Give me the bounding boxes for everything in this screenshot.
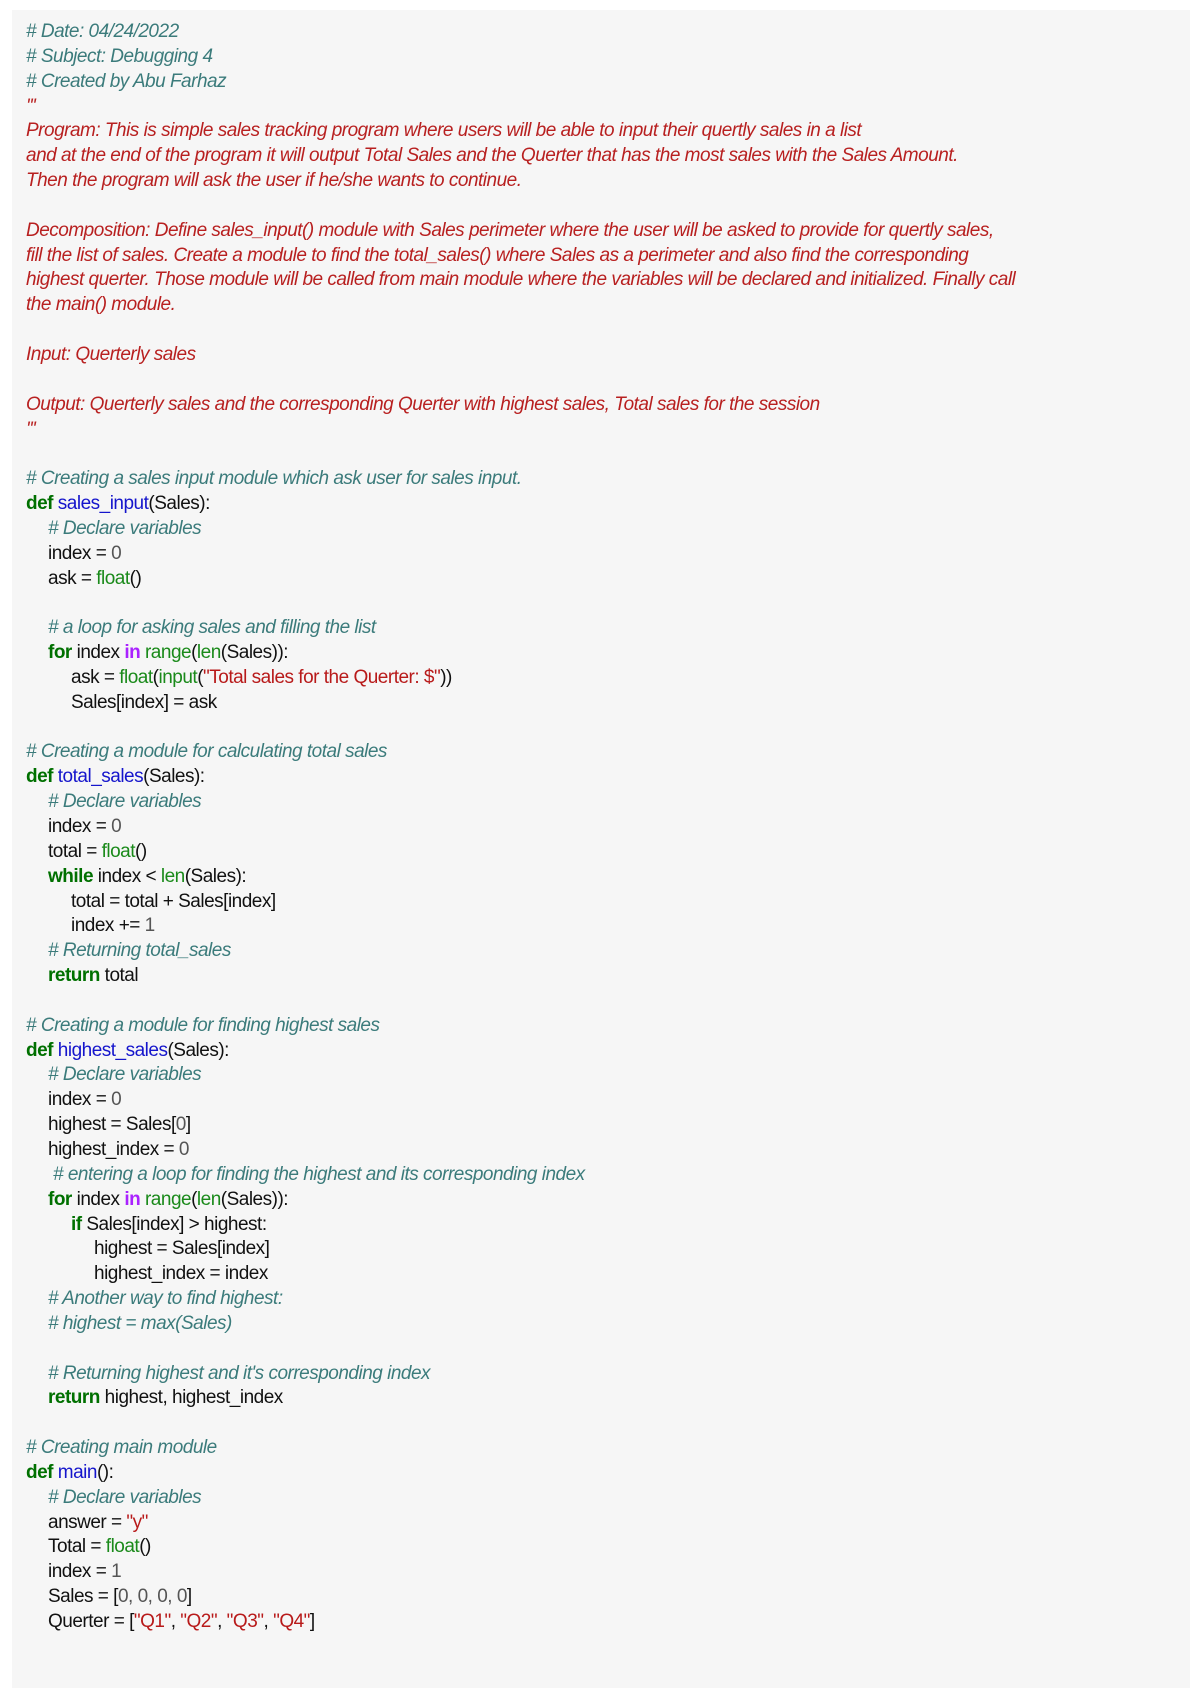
index-increment-line: [26, 914, 1190, 939]
keyword-for: for: [48, 642, 72, 664]
builtin-range: range: [140, 1188, 192, 1210]
blank-line: [26, 368, 1190, 393]
code-text: (): [129, 567, 142, 589]
number-literal: 0: [111, 542, 122, 564]
signature: (Sales):: [148, 493, 210, 515]
for-loop-line: [26, 1188, 1190, 1213]
for-loop-line: [26, 641, 1190, 666]
builtin-float: float: [96, 567, 130, 589]
function-name-sales-input: sales_input: [57, 493, 149, 515]
keyword-while: while: [48, 865, 94, 887]
set-highest-index-line: highest_index = index: [94, 1263, 268, 1285]
docstring-program-line-3: Then the program will ask the user if he/she wants to continue.: [26, 170, 522, 192]
author-comment: # Created by Abu Farhaz: [26, 70, 227, 92]
code-text: (: [191, 1188, 197, 1210]
set-highest-line: highest = Sales[index]: [94, 1238, 270, 1260]
highest-index-init-line: [26, 1138, 1190, 1163]
sales-assign-line: Sales[index] = ask: [71, 691, 217, 713]
another-way-comment: # Another way to find highest:: [48, 1288, 283, 1310]
total-init-line: [26, 1535, 1190, 1560]
blank-line: [26, 318, 1190, 343]
number-literal: 0: [178, 1138, 189, 1160]
keyword-def: def: [26, 1461, 53, 1483]
docstring-decomposition-line-3: highest querter. Those module will be called from main module where the variables will be declared and initialized. Finally call: [26, 269, 1016, 291]
code-text: Sales = [: [48, 1586, 118, 1608]
builtin-float: float: [119, 666, 153, 688]
keyword-def: def: [26, 493, 53, 515]
code-text: total: [99, 965, 139, 987]
builtin-len: len: [160, 865, 185, 887]
blank-line: [26, 1337, 1190, 1362]
keyword-in: in: [124, 642, 141, 664]
code-text: Total =: [48, 1536, 106, 1558]
declare-comment: # Declare variables: [48, 791, 202, 813]
answer-init-line: [26, 1511, 1190, 1536]
builtin-float: float: [105, 1536, 140, 1558]
declare-comment: # Declare variables: [48, 517, 202, 539]
builtin-range: range: [140, 642, 192, 664]
code-text: (: [191, 642, 197, 664]
index-init-line: [26, 542, 1190, 567]
main-def-line: [26, 1461, 1190, 1486]
highest-sales-def-line: [26, 1039, 1190, 1064]
code-text: index =: [48, 542, 112, 564]
code-text: highest, highest_index: [99, 1387, 283, 1409]
code-text: highest_index =: [48, 1138, 179, 1160]
blank-line: [26, 989, 1190, 1014]
keyword-def: def: [26, 766, 53, 788]
code-text: )): [440, 666, 452, 688]
code-text: Sales[index] > highest:: [81, 1213, 267, 1235]
code-text: (Sales):: [184, 865, 247, 887]
code-text: (Sales)):: [220, 1188, 289, 1210]
builtin-len: len: [196, 642, 221, 664]
code-document: [12, 10, 1190, 1688]
docstring-open: ''': [26, 95, 36, 117]
while-loop-line: [26, 865, 1190, 890]
code-text: highest = Sales[: [48, 1114, 176, 1136]
keyword-return: return: [48, 1387, 100, 1409]
highest-init-line: [26, 1113, 1190, 1138]
code-text: index <: [93, 865, 161, 887]
builtin-len: len: [196, 1188, 221, 1210]
builtin-input: input: [158, 666, 198, 688]
code-text: answer =: [48, 1511, 127, 1533]
docstring-output: Output: Querterly sales and the corresponding Querter with highest sales, Total sales for the session: [26, 393, 820, 415]
return-comment: # Returning highest and it's corresponding index: [48, 1362, 431, 1384]
total-sales-def-line: [26, 765, 1190, 790]
string-literal-prompt: "Total sales for the Querter: $": [203, 666, 441, 688]
blank-line: [26, 442, 1190, 467]
index-init-line: [26, 815, 1190, 840]
docstring-program-line-1: Program: This is simple sales tracking program where users will be able to input their quertly sales in a list: [26, 120, 862, 142]
blank-line: [26, 194, 1190, 219]
code-text: ]: [309, 1611, 315, 1632]
index-init-line: [26, 1088, 1190, 1113]
subject-comment: # Subject: Debugging 4: [26, 45, 213, 67]
function-name-total-sales: total_sales: [57, 766, 144, 788]
string-literal: "y": [126, 1511, 148, 1533]
code-text: total =: [48, 840, 102, 862]
code-text: index =: [48, 1089, 112, 1111]
code-text: ask =: [71, 666, 120, 688]
sales-input-comment: # Creating a sales input module which ask user for sales input.: [26, 468, 522, 490]
code-text: index =: [48, 816, 112, 837]
blank-line: [26, 716, 1190, 741]
code-text: ]: [185, 1114, 191, 1136]
keyword-if: if: [71, 1213, 82, 1235]
total-sales-comment: # Creating a module for calculating total sales: [26, 741, 387, 763]
number-literal: 0: [111, 816, 122, 837]
docstring-input: Input: Querterly sales: [26, 343, 196, 365]
total-sum-line: total = total + Sales[index]: [71, 890, 276, 912]
highest-sales-comment: # Creating a module for finding highest sales: [26, 1014, 380, 1036]
ask-init-line: [26, 567, 1190, 592]
code-text: ,: [217, 1611, 227, 1632]
number-literal: 0: [175, 1114, 186, 1136]
string-literal: "Q3": [226, 1611, 264, 1632]
code-text: (): [139, 1536, 151, 1558]
code-text: index: [71, 1188, 125, 1210]
return-line: [26, 1386, 1190, 1411]
code-text: (Sales)):: [220, 642, 289, 664]
docstring-decomposition-line-2: fill the list of sales. Create a module to find the total_sales() where Sales as a perimeter and also find the corresponding: [26, 244, 969, 266]
code-text: index: [71, 642, 125, 664]
builtin-float: float: [101, 840, 135, 862]
string-literal: "Q2": [180, 1611, 218, 1632]
docstring-close: ''': [26, 418, 36, 440]
index-init-line: [26, 1560, 1190, 1585]
code-text: Querter = [: [48, 1611, 134, 1632]
ask-input-line: [26, 666, 1190, 691]
declare-comment: # Declare variables: [48, 1486, 202, 1508]
sales-input-def-line: [26, 492, 1190, 517]
max-comment: # highest = max(Sales): [48, 1312, 232, 1334]
number-literals: 0, 0, 0, 0: [117, 1586, 187, 1608]
code-text: ]: [186, 1586, 192, 1608]
main-comment: # Creating main module: [26, 1437, 217, 1459]
date-comment: # Date: 04/24/2022: [26, 21, 179, 42]
code-text: (: [152, 666, 159, 688]
docstring-decomposition-line-1: Decomposition: Define sales_input() module with Sales perimeter where the user will be asked to provide for quertly sales,: [26, 219, 994, 241]
keyword-for: for: [48, 1188, 72, 1210]
code-text: (): [135, 840, 147, 862]
code-text: ,: [170, 1611, 181, 1632]
return-line: [26, 964, 1190, 989]
declare-comment: # Declare variables: [48, 1064, 202, 1086]
function-name-main: main: [57, 1461, 97, 1483]
keyword-def: def: [26, 1039, 53, 1061]
total-init-line: [26, 840, 1190, 865]
number-literal: 1: [111, 1561, 122, 1583]
code-text: index +=: [71, 915, 145, 937]
function-name-highest-sales: highest_sales: [57, 1039, 168, 1061]
sales-list-init-line: [26, 1585, 1190, 1610]
loop-comment: # entering a loop for finding the highest and its corresponding index: [53, 1163, 585, 1185]
signature: (Sales):: [143, 766, 205, 788]
number-literal: 1: [144, 915, 155, 937]
docstring-program-line-2: and at the end of the program it will output Total Sales and the Querter that has the most sales with the Sales Amount.: [26, 145, 958, 167]
loop-comment: # a loop for asking sales and filling the list: [48, 617, 376, 639]
string-literal: "Q4": [273, 1611, 310, 1632]
code-text: (: [197, 666, 204, 688]
return-comment: # Returning total_sales: [48, 940, 231, 962]
signature: (Sales):: [167, 1039, 229, 1061]
blank-line: [26, 1411, 1190, 1436]
querter-list-init-line: [26, 1610, 1190, 1635]
keyword-in: in: [124, 1188, 141, 1210]
string-literal: "Q1": [133, 1611, 171, 1632]
code-text: ,: [263, 1611, 274, 1632]
code-text: ask =: [48, 567, 97, 589]
signature: ():: [96, 1461, 114, 1483]
if-line: [26, 1213, 1190, 1238]
blank-line: [26, 591, 1190, 616]
docstring-decomposition-line-4: the main() module.: [26, 294, 176, 316]
keyword-return: return: [48, 965, 100, 987]
number-literal: 0: [111, 1089, 122, 1111]
code-text: index =: [48, 1561, 112, 1583]
